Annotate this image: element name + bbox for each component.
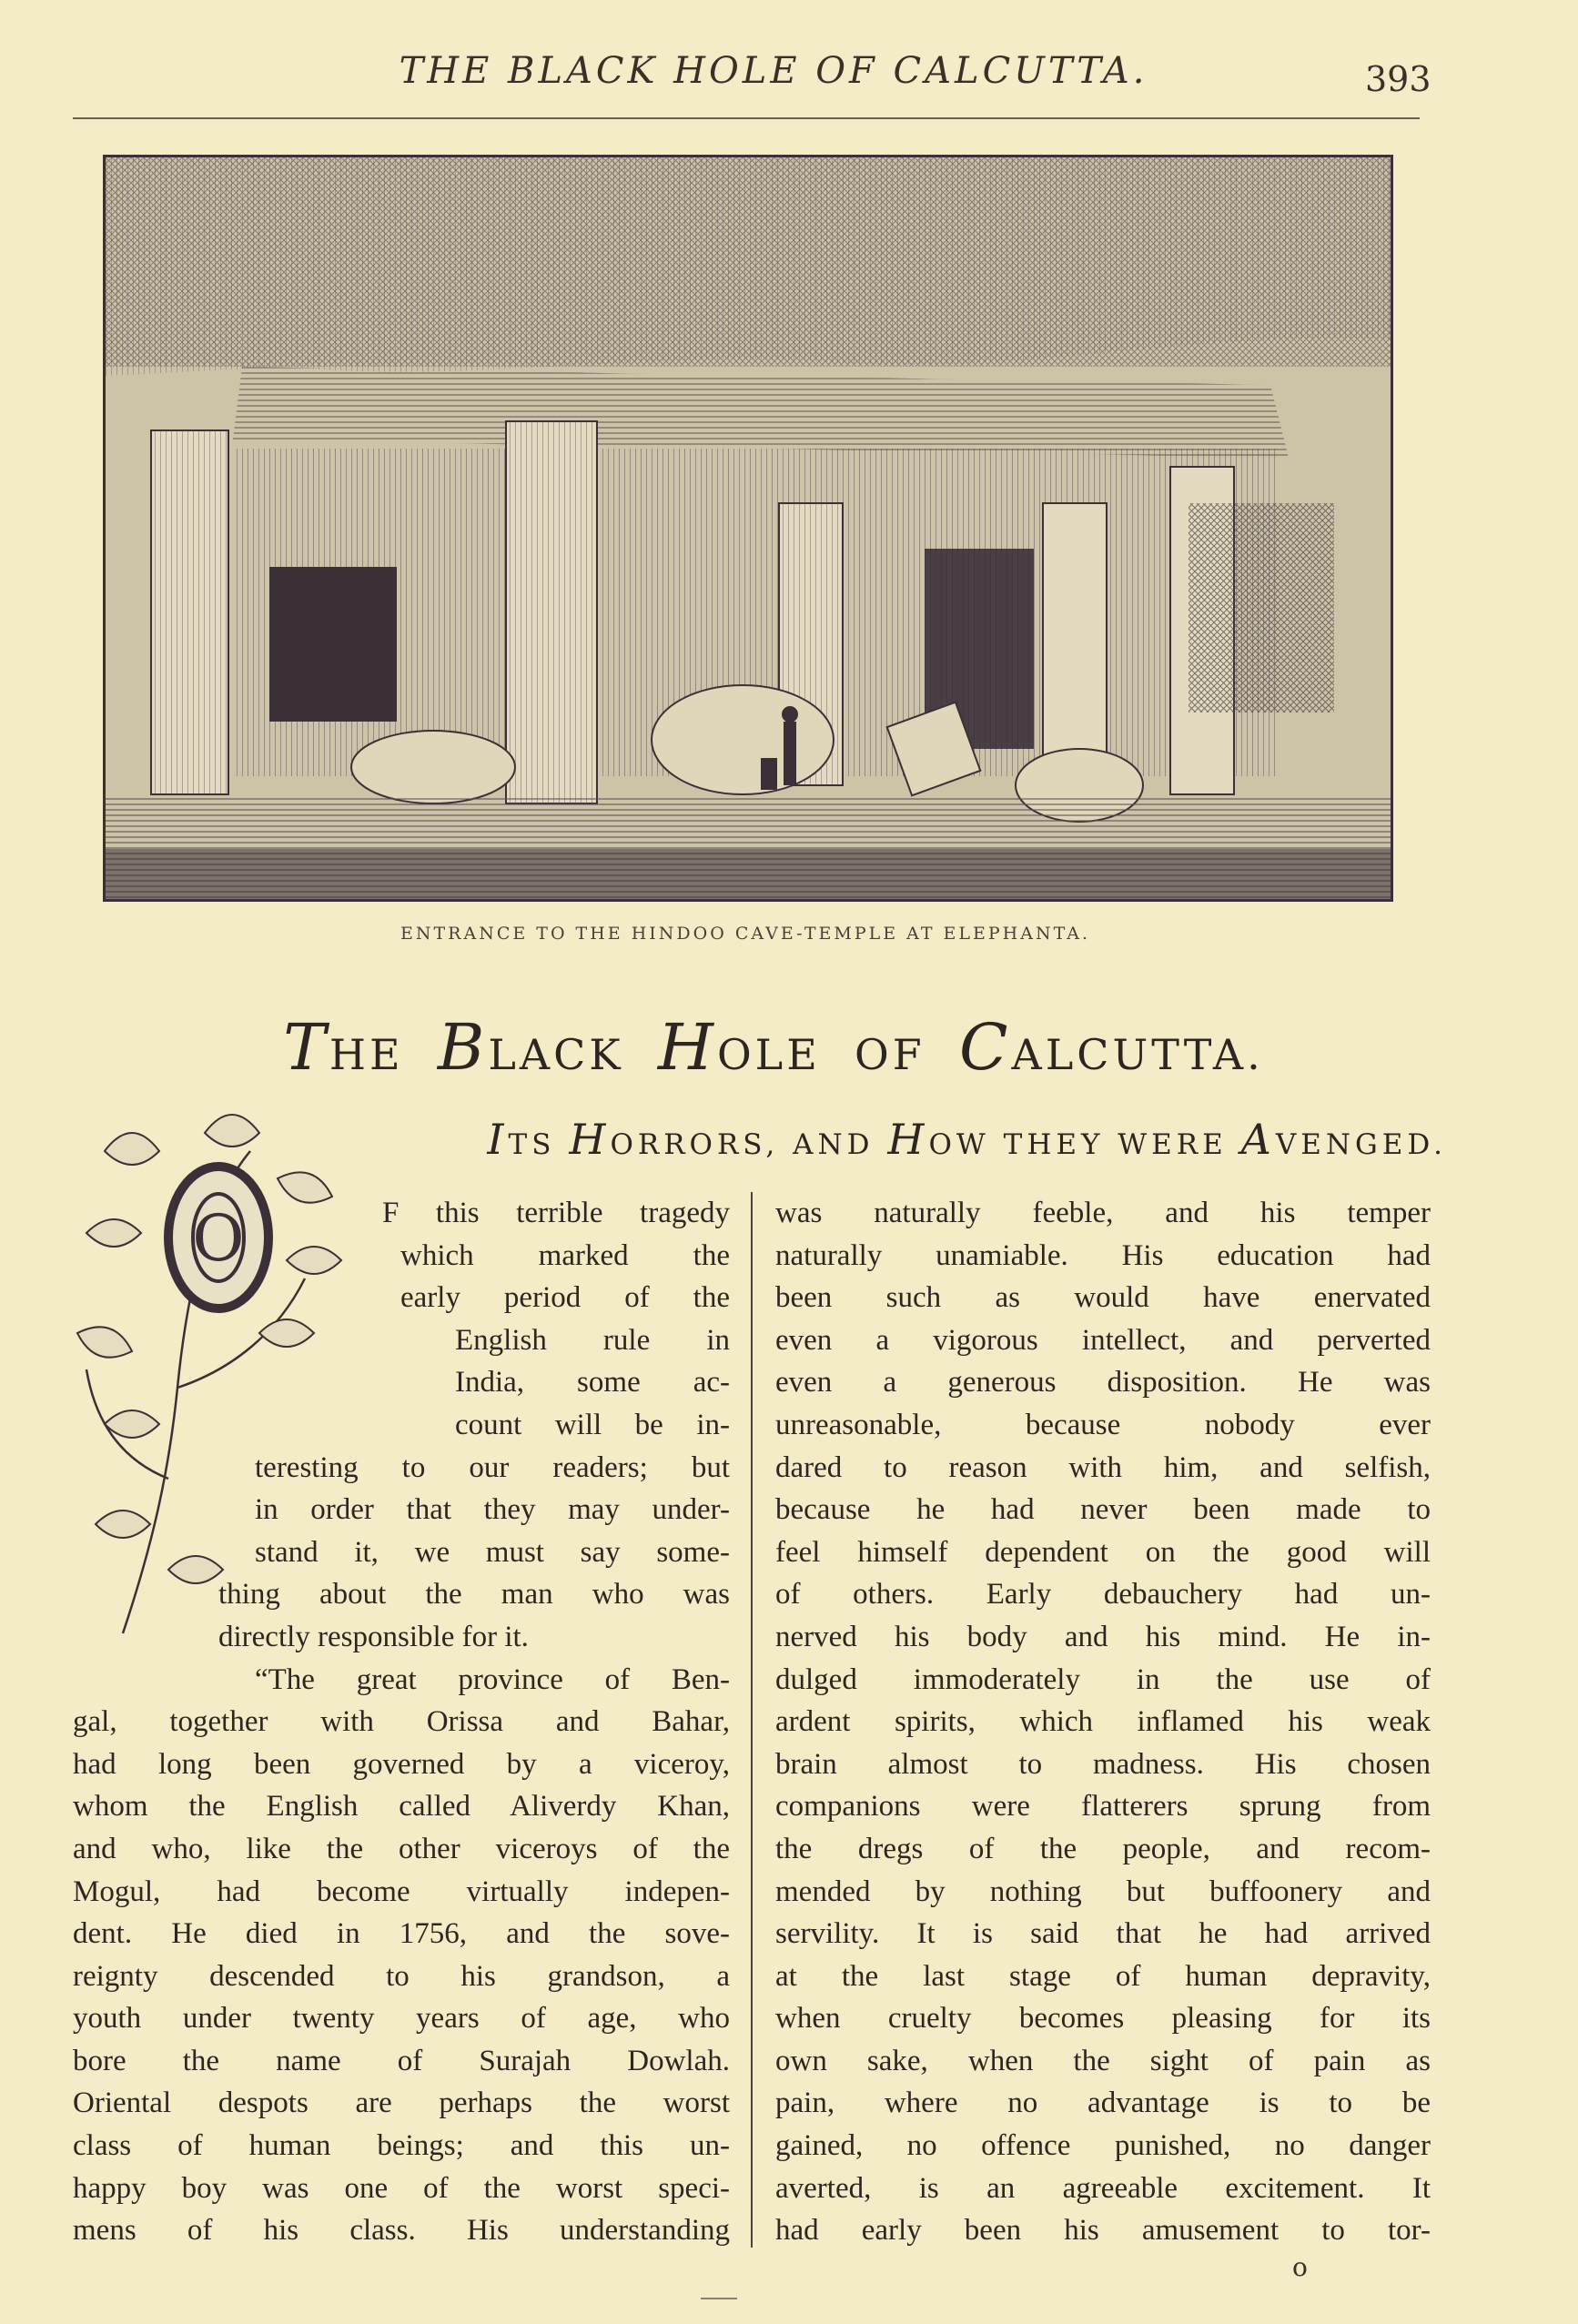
- left-line: thing about the man who was: [218, 1578, 730, 1612]
- left-line: gal, together with Orissa and Bahar,: [73, 1705, 730, 1739]
- right-line: had early been his amusement to tor-: [775, 2214, 1431, 2248]
- right-line: ardent spirits, which inflamed his weak: [775, 1705, 1431, 1739]
- right-line: gained, no offence punished, no danger: [775, 2129, 1431, 2163]
- running-title: THE BLACK HOLE OF CALCUTTA.: [399, 50, 1148, 92]
- right-line: feel himself dependent on the good will: [775, 1535, 1431, 1569]
- left-line: F this terrible tragedy: [382, 1197, 730, 1229]
- title-word-2: LACK: [488, 1030, 624, 1079]
- left-line: bore the name of Surajah Dowlah.: [73, 2044, 730, 2077]
- subtitle-word-5: THEY WERE: [1003, 1128, 1228, 1161]
- left-line: had long been governed by a viceroy,: [73, 1747, 730, 1781]
- left-line: early period of the: [400, 1281, 730, 1315]
- right-line: of others. Early debauchery had un-: [775, 1578, 1431, 1612]
- subtitle-word-6: VENGED.: [1275, 1128, 1447, 1161]
- header-rule: [73, 117, 1420, 119]
- right-line: at the last stage of human depravity,: [775, 1959, 1431, 1993]
- right-line: averted, is an agreeable excitement. It: [775, 2171, 1431, 2205]
- left-line: and who, like the other viceroys of the: [73, 1832, 730, 1865]
- title-initial-b: B: [437, 1010, 489, 1085]
- left-line: happy boy was one of the worst speci-: [73, 2171, 730, 2205]
- left-line: English rule in: [455, 1323, 730, 1357]
- right-line: mended by nothing but buffoonery and: [775, 1874, 1431, 1908]
- title-initial-h: H: [657, 1010, 717, 1085]
- right-line: dared to reason with him, and selfish,: [775, 1450, 1431, 1484]
- right-line: the dregs of the people, and recom-: [775, 1832, 1431, 1865]
- right-line: was naturally feeble, and his temper: [775, 1197, 1431, 1229]
- left-line: India, some ac-: [455, 1366, 730, 1399]
- title-initial-t: T: [283, 1010, 329, 1085]
- column-divider: [751, 1192, 753, 2248]
- left-line: whom the English called Aliverdy Khan,: [73, 1790, 730, 1824]
- left-line: youth under twenty years of age, who: [73, 2002, 730, 2036]
- article-subtitle: [382, 1115, 1447, 1164]
- left-line: Oriental despots are perhaps the worst: [73, 2087, 730, 2120]
- right-line: pain, where no advantage is to be: [775, 2087, 1431, 2120]
- right-line: servility. It is said that he had arrived: [775, 1917, 1431, 1951]
- subtitle-initial-h: H: [569, 1115, 611, 1164]
- left-line: Mogul, had become virtually indepen-: [73, 1874, 730, 1908]
- subtitle-initial-i: I: [487, 1115, 509, 1164]
- left-line: count will be in-: [455, 1408, 730, 1441]
- right-text-column: [775, 1192, 1431, 2257]
- title-word-5: ALCUTTA.: [1011, 1030, 1264, 1079]
- right-line: been such as would have enervated: [775, 1281, 1431, 1315]
- left-line: which marked the: [400, 1238, 730, 1272]
- right-line: nerved his body and his mind. He in-: [775, 1620, 1431, 1653]
- right-line: even a vigorous intellect, and perverted: [775, 1323, 1431, 1357]
- left-line: mens of his class. His understanding: [73, 2214, 730, 2248]
- right-line: brain almost to madness. His chosen: [775, 1747, 1431, 1781]
- subtitle-word-1: TS: [508, 1128, 556, 1161]
- subtitle-initial-h2: H: [887, 1115, 929, 1164]
- left-line: teresting to our readers; but: [255, 1450, 730, 1484]
- right-line: because he had never been made to: [775, 1493, 1431, 1527]
- right-line: when cruelty becomes pleasing for its: [775, 2002, 1431, 2036]
- right-line: unreasonable, because nobody ever: [775, 1408, 1431, 1441]
- page-number: 393: [1365, 59, 1431, 99]
- title-initial-c: C: [958, 1010, 1012, 1085]
- right-line: even a generous disposition. He was: [775, 1366, 1431, 1399]
- subtitle-word-2: ORRORS,: [610, 1128, 780, 1161]
- subtitle-initial-a: A: [1240, 1115, 1276, 1164]
- right-line: dulged immoderately in the use of: [775, 1662, 1431, 1696]
- left-line: reignty descended to his grandson, a: [73, 1959, 730, 1993]
- left-line: in order that they may under-: [255, 1493, 730, 1527]
- left-line: stand it, we must say some-: [255, 1535, 730, 1569]
- foot-rule: [701, 2298, 737, 2299]
- signature-mark: o: [1292, 2252, 1308, 2282]
- running-head: [73, 50, 1431, 123]
- right-line: companions were flatterers sprung from: [775, 1790, 1431, 1824]
- left-line: class of human beings; and this un-: [73, 2129, 730, 2163]
- figure-caption: ENTRANCE TO THE HINDOO CAVE-TEMPLE AT ELEPHANTA.: [400, 924, 1090, 944]
- right-line: naturally unamiable. His education had: [775, 1238, 1431, 1272]
- right-line: own sake, when the sight of pain as: [775, 2044, 1431, 2077]
- subtitle-word-3: AND: [793, 1128, 875, 1161]
- title-word-1: HE: [329, 1030, 404, 1079]
- left-line: “The great province of Ben-: [255, 1662, 730, 1696]
- engraving-illustration: [106, 157, 1391, 899]
- left-text-column: [73, 1192, 730, 2257]
- article-title: [91, 1010, 1456, 1085]
- drop-cap-letter: O: [192, 1201, 245, 1276]
- title-word-4: OF: [855, 1030, 926, 1079]
- left-line: directly responsible for it.: [218, 1620, 529, 1653]
- cave-temple-engraving: [103, 155, 1393, 902]
- title-word-3: OLE: [716, 1030, 821, 1079]
- left-line: dent. He died in 1756, and the sove-: [73, 1917, 730, 1951]
- subtitle-word-4: OW: [928, 1128, 990, 1161]
